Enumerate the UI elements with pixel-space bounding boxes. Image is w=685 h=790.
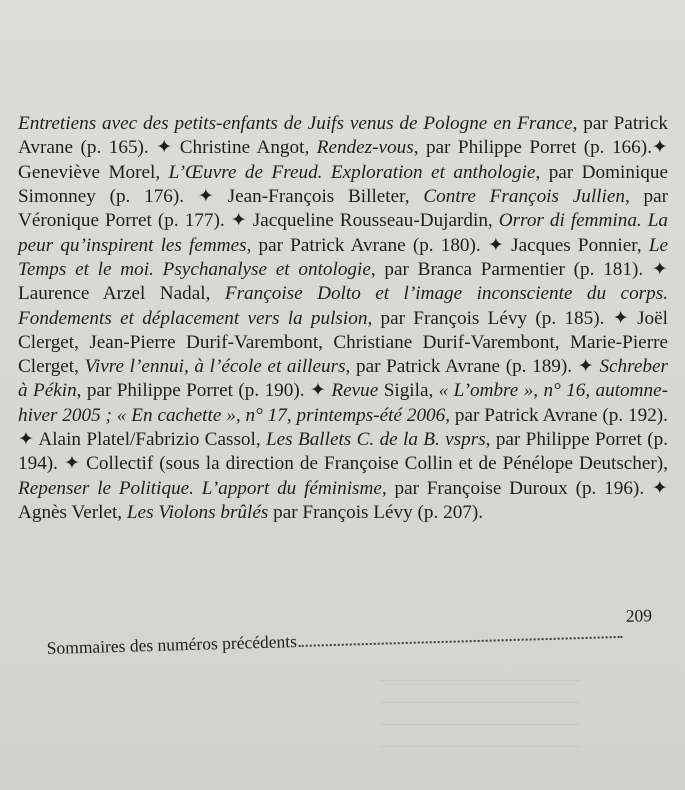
- text-run: par Françoise Duroux (p. 196).: [386, 477, 652, 499]
- separator-star-icon: ✦: [64, 453, 81, 475]
- separator-star-icon: ✦: [309, 380, 327, 402]
- text-run: Alain Platel/Fabrizio Cassol,: [34, 429, 266, 451]
- toc-entry: [46, 605, 653, 659]
- text-run: , par François Lévy (p. 185).: [367, 307, 613, 329]
- text-run: Jacques Ponnier,: [503, 234, 649, 256]
- text-run: , par Branca Parmentier (p. 181).: [370, 258, 652, 280]
- separator-star-icon: ✦: [197, 186, 214, 208]
- text-run: Geneviève Morel,: [18, 161, 169, 183]
- text-run: , par Patrick Avrane (p. 165).: [18, 113, 668, 159]
- text-run: Christine Angot,: [172, 137, 317, 159]
- text-run: , par Philippe Porret (p. 166).: [413, 137, 652, 159]
- separator-star-icon: ✦: [577, 356, 594, 378]
- text-run: , par Véronique Porret (p. 177).: [18, 186, 668, 232]
- italic-run: Rendez-vous: [316, 137, 414, 159]
- separator-star-icon: ✦: [651, 258, 668, 280]
- review-list-paragraph: [18, 112, 668, 525]
- toc-page-number: 209: [625, 605, 653, 626]
- italic-run: Françoise Dolto et l’image inconsciente du corps. Fondements et déplacement vers la pulsion: [18, 283, 668, 329]
- italic-run: Contre François Jullien: [423, 186, 625, 208]
- italic-run: Vivre l’ennui, à l’école et ailleurs: [84, 356, 346, 378]
- text-run: , par Patrick Avrane (p. 192).: [445, 404, 668, 426]
- italic-run: L’Œuvre de Freud. Exploration et anthologie: [168, 161, 536, 183]
- separator-star-icon: ✦: [612, 307, 629, 329]
- text-run: Joël Clerget, Jean-Pierre Durif-Varembont, Christiane Durif-Varembont, Marie-Pierre Clerget,: [18, 307, 668, 378]
- text-run: Jean-François Billeter,: [213, 186, 424, 208]
- show-through-shadow: [380, 670, 580, 760]
- text-run: , par Dominique Simonney (p. 176).: [18, 161, 668, 208]
- separator-star-icon: ✦: [487, 234, 504, 256]
- text-run: Agnès Verlet,: [18, 501, 127, 523]
- toc-leader-dots: [299, 635, 622, 647]
- separator-star-icon: ✦: [651, 137, 668, 159]
- text-run: Laurence Arzel Nadal,: [18, 283, 225, 305]
- text-run: , par Patrick Avrane (p. 180).: [246, 234, 488, 256]
- italic-run: Orror di femmina. La peur qu’inspirent les femmes: [18, 210, 668, 256]
- toc-entry-title: Sommaires des numéros précédents: [46, 631, 298, 659]
- text-run: , par Philippe Porret (p. 190).: [76, 380, 310, 402]
- text-run: par François Lévy (p. 207).: [268, 501, 484, 523]
- separator-star-icon: ✦: [230, 210, 247, 232]
- italic-run: Les Ballets C. de la B. vsprs: [265, 429, 486, 451]
- text-run: Collectif (sous la direction de Françoise Collin et de Pénélope Deutscher),: [80, 453, 668, 475]
- italic-run: Entretiens avec des petits-enfants de Juifs venus de Pologne en France: [18, 113, 573, 135]
- separator-star-icon: ✦: [18, 429, 35, 451]
- text-run: Jacqueline Rousseau-Dujardin,: [246, 210, 499, 232]
- italic-run: Repenser le Politique. L’apport du féminisme,: [18, 477, 387, 499]
- separator-star-icon: ✦: [651, 477, 668, 499]
- italic-run: Schreber à Pékin: [18, 356, 668, 402]
- italic-run: Revue: [331, 380, 379, 402]
- text-run: , par Philippe Porret (p. 194).: [18, 429, 668, 475]
- text-run: , par Patrick Avrane (p. 189).: [345, 356, 578, 378]
- italic-run: « L’ombre », n° 16, automne-hiver 2005 ; « En cachette », n° 17, printemps-été 2006: [18, 380, 668, 426]
- italic-run: Le Temps et le moi. Psychanalyse et ontologie: [18, 234, 668, 280]
- text-run: Sigila,: [378, 380, 439, 402]
- separator-star-icon: ✦: [156, 137, 173, 159]
- italic-run: Les Violons brûlés: [126, 501, 269, 523]
